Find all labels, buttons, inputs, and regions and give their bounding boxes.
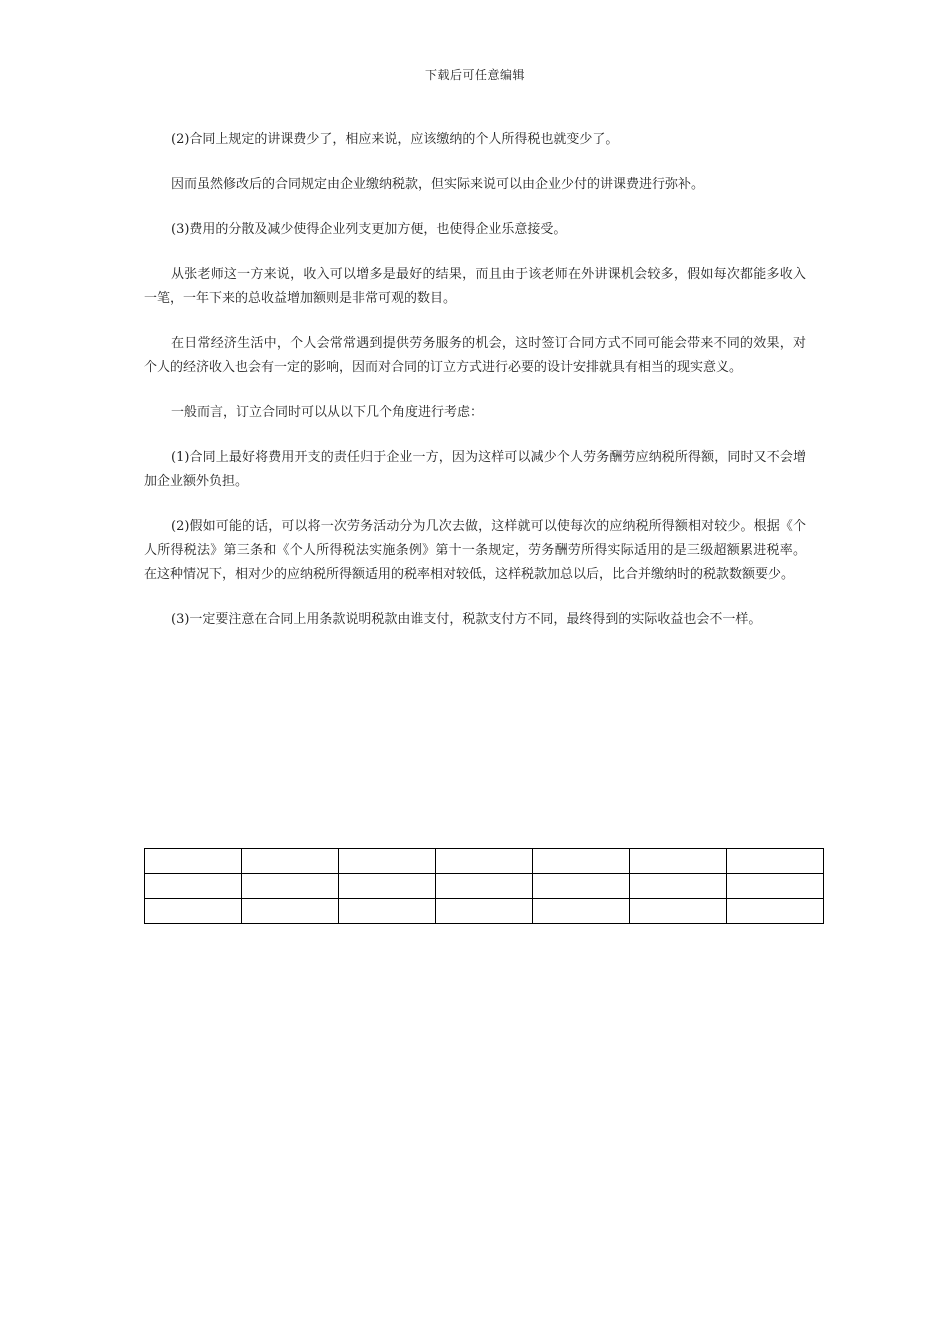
paragraph: (2)合同上规定的讲课费少了，相应来说，应该缴纳的个人所得税也就变少了。 [171, 132, 619, 147]
table-cell [242, 899, 339, 924]
paragraph: 从张老师这一方来说，收入可以增多是最好的结果，而且由于该老师在外讲课机会较多，假如每次都能多收入一笔，一年下来的总收益增加额则是非常可观的数目。 [144, 267, 806, 306]
table-cell [145, 874, 242, 899]
table-cell [727, 849, 824, 874]
table-row [145, 899, 824, 924]
table-cell [242, 849, 339, 874]
paragraph: 因而虽然修改后的合同规定由企业缴纳税款，但实际来说可以由企业少付的讲课费进行弥补。 [171, 177, 705, 192]
table-cell [339, 849, 436, 874]
paragraph: (2)假如可能的话，可以将一次劳务活动分为几次去做，这样就可以使每次的应纳税所得额相对较少。根据《个人所得税法》第三条和《个人所得税法实施条例》第十一条规定，劳务酬劳所得实际适用的是三级超额累进税率。在这种情况下，相对少的应纳税所得额适用的税率相对较低，这样税款加总以后，比合并缴纳时的税款数额要少。 [144, 519, 806, 582]
paragraph: (3)费用的分散及减少使得企业列支更加方便，也使得企业乐意接受。 [171, 222, 567, 237]
table-cell [436, 874, 533, 899]
page-header: 下载后可任意编辑 [424, 68, 525, 82]
paragraph: (1)合同上最好将费用开支的责任归于企业一方，因为这样可以减少个人劳务酬劳应纳税所得额，同时又不会增加企业额外负担。 [144, 450, 806, 489]
paragraph: 一般而言，订立合同时可以从以下几个角度进行考虑： [171, 405, 484, 420]
table-cell [630, 899, 727, 924]
table-cell [630, 874, 727, 899]
table-cell [145, 899, 242, 924]
table-cell [630, 849, 727, 874]
table-row [145, 849, 824, 874]
table-cell [533, 874, 630, 899]
table-cell [533, 899, 630, 924]
table-cell [727, 874, 824, 899]
paragraph: 在日常经济生活中，个人会常常遇到提供劳务服务的机会，这时签订合同方式不同可能会带来不同的效果，对个人的经济收入也会有一定的影响，因而对合同的订立方式进行必要的设计安排就具有相当的现实意义。 [144, 336, 806, 375]
table-cell [436, 849, 533, 874]
table-cell [145, 849, 242, 874]
table-cell [436, 899, 533, 924]
table-row [145, 874, 824, 899]
table-cell [339, 899, 436, 924]
document-body [144, 128, 806, 653]
empty-table [144, 848, 824, 924]
paragraph: (3)一定要注意在合同上用条款说明税款由谁支付，税款支付方不同，最终得到的实际收益也会不一样。 [171, 612, 762, 627]
table-cell [242, 874, 339, 899]
table-cell [339, 874, 436, 899]
table-cell [727, 899, 824, 924]
table-cell [533, 849, 630, 874]
